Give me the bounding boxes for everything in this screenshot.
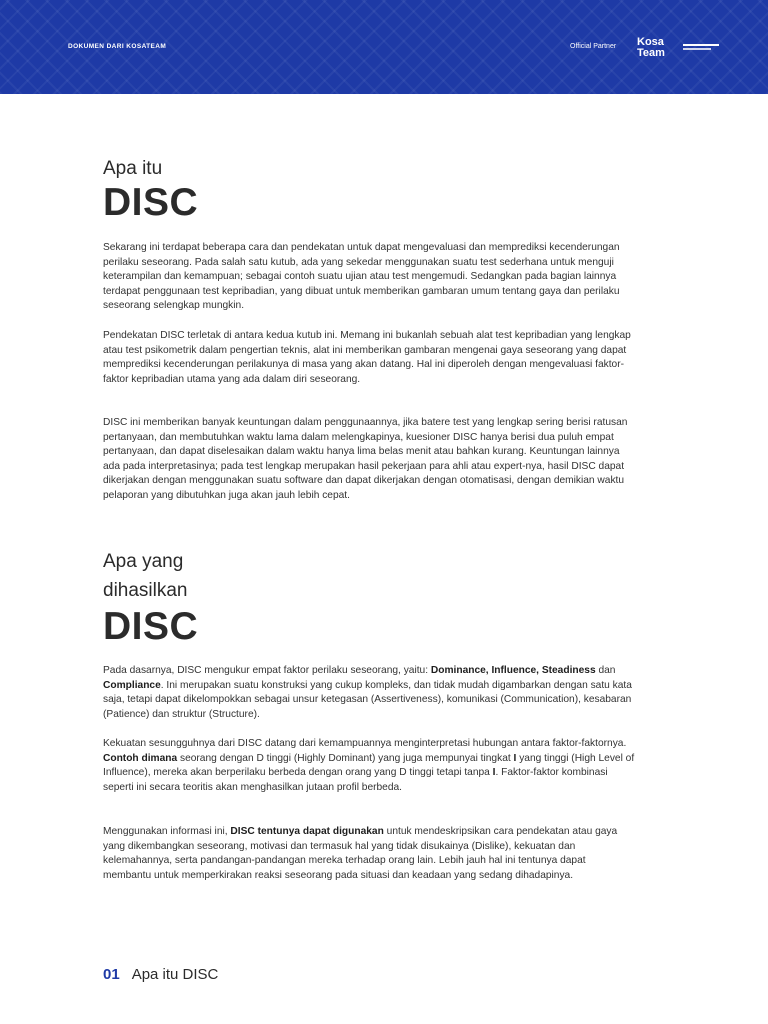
text-run: seorang dengan D tinggi (Highly Dominant) yang juga mempunyai tingkat (177, 752, 514, 764)
section1-subtitle: Apa itu (103, 158, 163, 179)
section1-paragraph-2: Pendekatan DISC terletak di antara kedua kutub ini. Memang ini bukanlah sebuah alat test kepribadian yang lengkap atau test psikometrik dalam pengertian teknis, alat ini memberikan gambaran mengenai gaya seseorang yang dapat memprediksi kecenderungan perilakunya di masa yang akan datang. Hal ini diperoleh dengan mengevaluasi faktor-faktor kepribadian utama yang ada dalam diri seseorang. (103, 330, 631, 385)
page-number: 01 (103, 966, 120, 983)
section2-title: DISC (103, 605, 199, 648)
section1-title: DISC (103, 181, 199, 224)
bold-i: I (492, 767, 496, 779)
logo-tagline-mark (683, 44, 723, 52)
section2-paragraph-3 (103, 825, 635, 883)
logo-line-1: Kosa (637, 36, 664, 48)
text-run: Kekuatan sesungguhnya dari DISC datang dari kemampuannya menginterpretasi hubungan antara faktor-faktornya. (103, 738, 627, 749)
section2-subtitle-line-1: Apa yang (103, 551, 184, 572)
bold-disc-digunakan: DISC tentunya dapat digunakan (230, 826, 384, 837)
footer-title: Apa itu DISC (131, 966, 219, 983)
logo-tagline-line (683, 44, 719, 46)
official-partner-label: Official Partner (570, 43, 617, 50)
section2-paragraph-2 (103, 737, 635, 795)
section1-paragraph-3: DISC ini memberikan banyak keuntungan dalam penggunaannya, jika batere test yang lengkap sering berisi ratusan pertanyaan, dan membutuhkan waktu lama dalam melengkapinya, kuesioner DISC hanya berisi dua puluh empat pertanyaan, dan dapat diselesaikan dalam waktu hanya lima belas menit atau bahkan kurang. Keuntungan lainnya ada pada interpretasinya; pada test lengkap merupakan hasil pekerjaan para ahli atau expert-nya, hasil DISC dapat dikerjakan dengan menggunakan suatu software dan dapat dikerjakan dengan otomatisasi, dengan demikian waktu pelaporan yang dibutuhkan juga akan jauh lebih cepat. (103, 417, 628, 501)
logo-tagline-line (683, 48, 711, 50)
section2-paragraph-1 (103, 664, 635, 722)
document-source-label: DOKUMEN DARI KOSATEAM (68, 43, 167, 50)
text-run: Menggunakan informasi ini, (103, 826, 231, 837)
bold-compliance: Compliance (103, 679, 161, 691)
text-run: Pada dasarnya, DISC mengukur empat faktor perilaku seseorang, yaitu: (103, 665, 431, 676)
bold-i: I (513, 752, 517, 764)
bold-contoh-dimana: Contoh dimana (103, 752, 178, 764)
section2-subtitle-line-2: dihasilkan (103, 580, 188, 601)
page-footer (103, 966, 218, 983)
page-header (0, 0, 768, 94)
text-run: dan (595, 665, 616, 676)
kosa-team-logo (637, 37, 679, 59)
text-run: untuk mendeskripsikan cara pendekatan atau gaya yang dikembangkan seseorang, motivasi dan termasuk hal yang tidak disukainya (Dislike), kekuatan dan kelemahannya, serta pandangan-pandangan mereka terhadap orang lain. Lebih jauh hal ini tentunya dapat membantu untuk memperkirakan reaksi seseorang pada situasi dan keadaan yang sedang dihadapinya. (103, 826, 618, 881)
text-run: . Ini merupakan suatu konstruksi yang cukup kompleks, dan tidak mudah digambarkan dengan satu kata saja, tetapi dapat dikelompokkan sebagai unsur ketegasan (Assertiveness), komunikasi (Communication), kesabaran (Patience) dan struktur (Structure). (103, 679, 632, 720)
section1-paragraph-1: Sekarang ini terdapat beberapa cara dan pendekatan untuk dapat mengevaluasi dan memprediksi kecenderungan perilaku seseorang. Pada salah satu kutub, ada yang sekedar menggunakan suatu test sederhana untuk menguji keterampilan dan kemampuan; sebagai contoh suatu ujian atau test mengemudi. Sedangkan pada bagian lainnya terdapat penggunaan test kepribadian, yang dibuat untuk memberikan gambaran umum tentang gaya dan perilaku seseorang selengkap mungkin. (103, 242, 620, 312)
text-run: yang tinggi (High Level of Influence), mereka akan berperilaku berbeda dengan orang yang D tinggi tetapi tanpa (103, 752, 635, 779)
text-run: . Faktor-faktor kombinasi seperti ini secara teoritis akan menghasilkan jutaan profil berbeda. (103, 767, 608, 793)
bold-factors: Dominance, Influence, Steadiness (430, 665, 596, 676)
logo-line-2: Team (637, 47, 665, 59)
